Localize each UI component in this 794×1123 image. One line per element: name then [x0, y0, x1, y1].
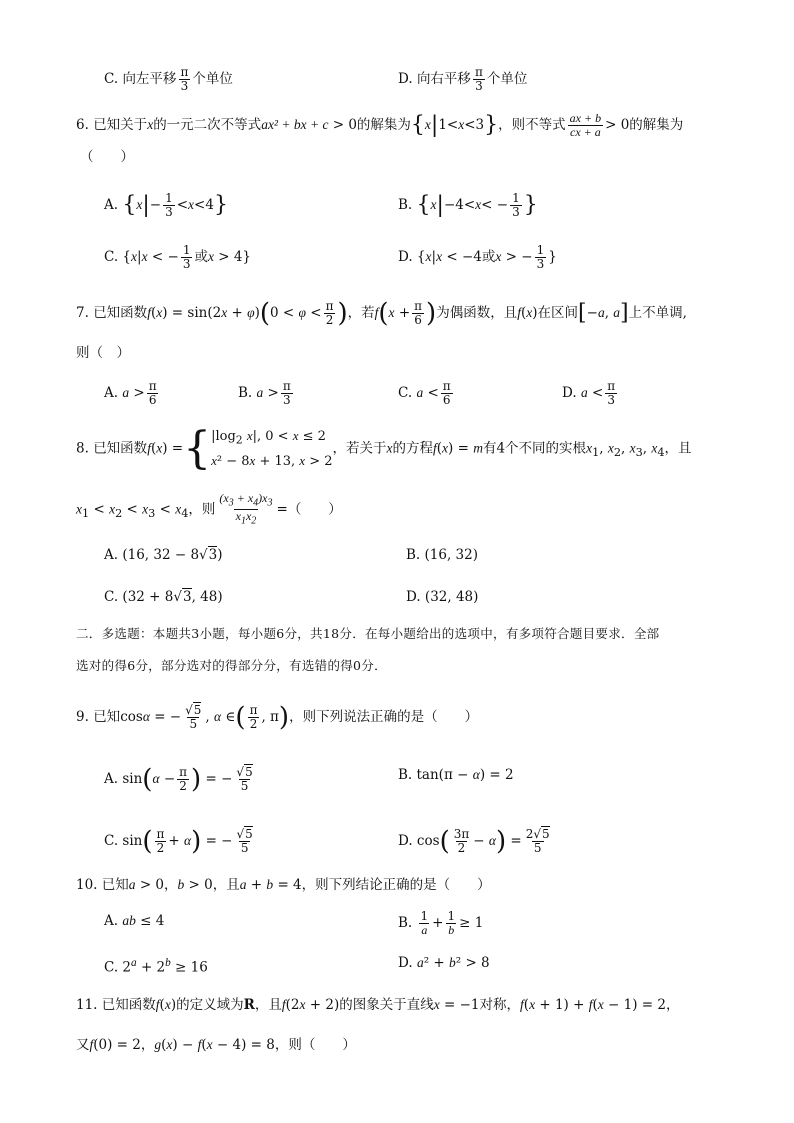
q9-option-a[interactable]: A. sin(α − $\frac{\pi}{2}$ ) = − $\frac{√5}{5}$ — [104, 764, 253, 795]
q8-condition: $x_1 < x_2 < x_3 < x_4$，则 $\frac{(x_3 + x_4)x_3}{x_1x_2}$ =（ ） — [76, 491, 342, 527]
q10-option-a[interactable]: A. ab ≤ 4 — [104, 913, 165, 929]
q6-paren: （ ） — [80, 149, 134, 165]
q7-then: 则（ ） — [76, 345, 130, 361]
q8-option-d[interactable]: D. (32, 48) — [406, 589, 479, 605]
q6-option-a[interactable]: A. {x|− $\frac{1}{3}$ <x<4} — [104, 191, 228, 219]
q6-option-d[interactable]: D. {x|x < −4或x > − $\frac{1}{3}$ } — [398, 243, 557, 271]
q5-option-d[interactable]: D. 向右平移 $\frac{\pi}{3}$ 个单位 — [398, 65, 528, 93]
section-2-line-1: 二．多选题：本题共3小题，每小题6分，共18分．在每小题给出的选项中，有多项符合题目要求．全部 — [76, 626, 660, 641]
q9-option-d[interactable]: D. cos( $\frac{3\pi}{2}$ − α) = $\frac{2√5}{5}$ — [398, 826, 550, 857]
q6-stem: 6. 已知关于x的一元二次不等式ax² + bx + c > 0的解集为{x|1<x<3}，则不等式 $\frac{ax + b}{cx + a}$ > 0的解集为 — [76, 111, 684, 139]
q7-option-c[interactable]: C. a < $\frac{\pi}{6}$ — [398, 379, 451, 407]
q7-option-d[interactable]: D. a < $\frac{\pi}{3}$ — [562, 379, 616, 407]
q7-option-a[interactable]: A. a > $\frac{\pi}{6}$ — [104, 379, 157, 407]
q8-option-c[interactable]: C. (32 + 8√3, 48) — [104, 589, 223, 605]
q7-option-b[interactable]: B. a > $\frac{\pi}{3}$ — [238, 379, 291, 407]
section-2-line-2: 选对的得6分，部分选对的得部分分，有选错的得0分． — [76, 658, 387, 673]
q6-option-c[interactable]: C. {x|x < − $\frac{1}{3}$ 或x > 4} — [104, 243, 252, 271]
q8-stem: 8. 已知函数f(x) ={ $|\log_2$ x|, 0 < x ≤ 2 x² − 8x + 13, x > 2 ，若关于x的方程f(x) = m有4个不同的实根$x_1$, $x_2$, $x_3$, $x_4$，且 — [76, 422, 692, 474]
q9-option-b[interactable]: B. tan(π − α) = 2 — [398, 767, 514, 783]
q7-stem: 7. 已知函数f(x) = sin(2x + φ)(0 < φ < $\frac{\pi}{2}$ )，若f(x + $\frac{\pi}{6}$ )为偶函数，且f(x)在区间[−a, a]上不单调, — [76, 298, 687, 329]
q6-option-b[interactable]: B. {x|−4<x< − $\frac{1}{3}$ } — [398, 191, 538, 219]
q8-option-b[interactable]: B. (16, 32) — [406, 547, 478, 563]
q10-option-d[interactable]: D. a² + b² > 8 — [398, 955, 490, 971]
q11-stem-line-2: 又f(0) = 2，g(x) − f(x − 4) = 8，则（ ） — [76, 1037, 356, 1053]
q8-option-a[interactable]: A. (16, 32 − 8√3) — [104, 547, 223, 563]
q11-stem: 11. 已知函数f(x)的定义域为R，且f(2x + 2)的图象关于直线x = −1对称，f(x + 1) + f(x − 1) = 2， — [76, 997, 680, 1013]
q9-stem: 9. 已知cosα = − $\frac{√5}{5}$ , α ∈( $\frac{\pi}{2}$ , π)，则下列说法正确的是（ ） — [76, 702, 479, 733]
q10-option-b[interactable]: B. $\frac{1}{a}$ + $\frac{1}{b}$ ≥ 1 — [398, 909, 484, 937]
q10-option-c[interactable]: C. $2^a + 2^b \ge 16$ — [104, 957, 208, 976]
q5-option-c[interactable]: C. 向左平移 $\frac{\pi}{3}$ 个单位 — [104, 65, 233, 93]
q10-stem: 10. 已知a > 0，b > 0，且a + b = 4，则下列结论正确的是（ ） — [76, 877, 491, 893]
q9-option-c[interactable]: C. sin( $\frac{\pi}{2}$ + α) = − $\frac{√5}{5}$ — [104, 826, 253, 857]
